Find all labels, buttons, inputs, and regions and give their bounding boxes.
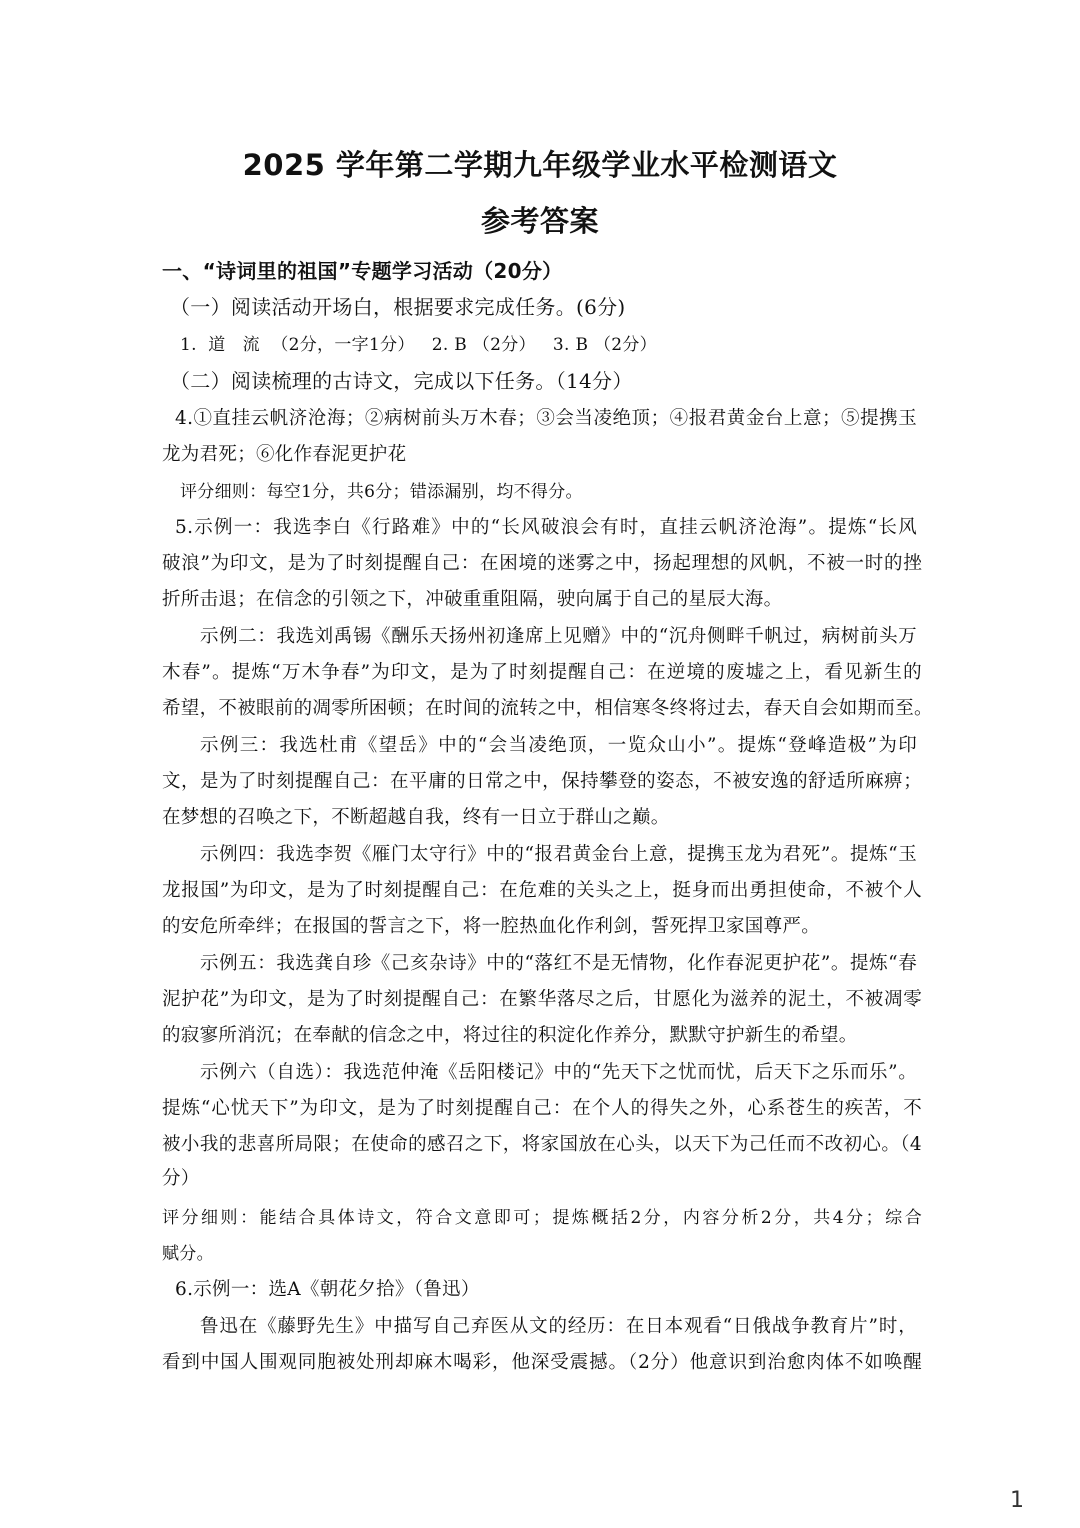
page-number: 1 bbox=[1010, 1488, 1024, 1513]
answer-line: 1. 道 流 （2分，一字1分） 2. B （2分） 3. B （2分） bbox=[180, 335, 657, 355]
answer-line: 在梦想的召唤之下，不断超越自我，终有一日立于群山之巅。 bbox=[162, 807, 670, 828]
answer-line: 龙报国”为印文，是为了时刻提醒自己：在危难的关头之上，挺身而出勇担使命，不被个人 bbox=[162, 880, 922, 901]
subsection-heading-1: （一）阅读活动开场白，根据要求完成任务。(6分) bbox=[170, 295, 626, 319]
answer-line: 的寂寥所消沉；在奉献的信念之中，将过往的积淀化作养分，默默守护新生的希望。 bbox=[162, 1025, 858, 1046]
answer-line: 6.示例一：选A《朝花夕拾》（鲁迅） bbox=[175, 1279, 480, 1300]
answer-line: 木春”。提炼“万木争春”为印文，是为了时刻提醒自己：在逆境的废墟之上，看见新生的 bbox=[162, 662, 922, 683]
answer-line: 泥护花”为印文，是为了时刻提醒自己：在繁华落尽之后，甘愿化为滋养的泥土，不被凋零 bbox=[162, 989, 922, 1010]
answer-line: 希望，不被眼前的凋零所困顿；在时间的流转之中，相信寒冬终将过去，春天自会如期而至。 bbox=[162, 698, 933, 719]
answer-line: 折所击退；在信念的引领之下，冲破重重阻隔，驶向属于自己的星辰大海。 bbox=[162, 589, 783, 610]
answer-line: 5.示例一：我选李白《行路难》中的“长风破浪会有时，直挂云帆济沧海”。提炼“长风 bbox=[175, 517, 917, 538]
answer-line: 示例五：我选龚自珍《己亥杂诗》中的“落红不是无情物，化作春泥更护花”。提炼“春 bbox=[200, 953, 917, 974]
section-heading-1: 一、“诗词里的祖国”专题学习活动（20分） bbox=[162, 259, 563, 283]
scoring-rule: 评分细则：能结合具体诗文，符合文意即可；提炼概括2分，内容分析2分，共4分；综合 bbox=[162, 1208, 922, 1228]
answer-line: 鲁迅在《藤野先生》中描写自己弃医从文的经历：在日本观看“日俄战争教育片”时， bbox=[200, 1316, 917, 1337]
answer-line: 4.①直挂云帆济沧海；②病树前头万木春；③会当凌绝顶；④报君黄金台上意；⑤提携玉 bbox=[175, 408, 917, 429]
document-subtitle: 参考答案 bbox=[480, 204, 599, 238]
answer-line: 分） bbox=[162, 1168, 200, 1189]
answer-line: 示例四：我选李贺《雁门太守行》中的“报君黄金台上意，提携玉龙为君死”。提炼“玉 bbox=[200, 844, 917, 865]
subsection-heading-2: （二）阅读梳理的古诗文，完成以下任务。（14分） bbox=[170, 369, 633, 393]
answer-line: 龙为君死；⑥化作春泥更护花 bbox=[162, 444, 407, 465]
answer-line: 被小我的悲喜所局限；在使命的感召之下，将家国放在心头，以天下为己任而不改初心。（4 bbox=[162, 1134, 922, 1155]
answer-line: 示例二：我选刘禹锡《酬乐天扬州初逢席上见赠》中的“沉舟侧畔千帆过，病树前头万 bbox=[200, 626, 917, 647]
answer-line: 示例三：我选杜甫《望岳》中的“会当凌绝顶，一览众山小”。提炼“登峰造极”为印 bbox=[200, 735, 917, 756]
answer-line: 文，是为了时刻提醒自己：在平庸的日常之中，保持攀登的姿态，不被安逸的舒适所麻痹； bbox=[162, 771, 922, 792]
scoring-rule: 赋分。 bbox=[162, 1244, 214, 1264]
answer-line: 破浪”为印文，是为了时刻提醒自己：在困境的迷雾之中，扬起理想的风帆，不被一时的挫 bbox=[162, 553, 922, 574]
answer-line: 看到中国人围观同胞被处刑却麻木喝彩，他深受震撼。（2分）他意识到治愈肉体不如唤醒 bbox=[162, 1352, 922, 1373]
answer-line: 的安危所牵绊；在报国的誓言之下，将一腔热血化作利剑，誓死捍卫家国尊严。 bbox=[162, 916, 821, 937]
scoring-rule: 评分细则：每空1分，共6分；错添漏别，均不得分。 bbox=[180, 482, 583, 502]
document-title: 2025 学年第二学期九年级学业水平检测语文 bbox=[242, 148, 838, 182]
answer-line: 提炼“心忧天下”为印文，是为了时刻提醒自己：在个人的得失之外，心系苍生的疾苦，不 bbox=[162, 1098, 922, 1119]
answer-line: 示例六（自选）：我选范仲淹《岳阳楼记》中的“先天下之忧而忧，后天下之乐而乐”。 bbox=[200, 1062, 917, 1083]
